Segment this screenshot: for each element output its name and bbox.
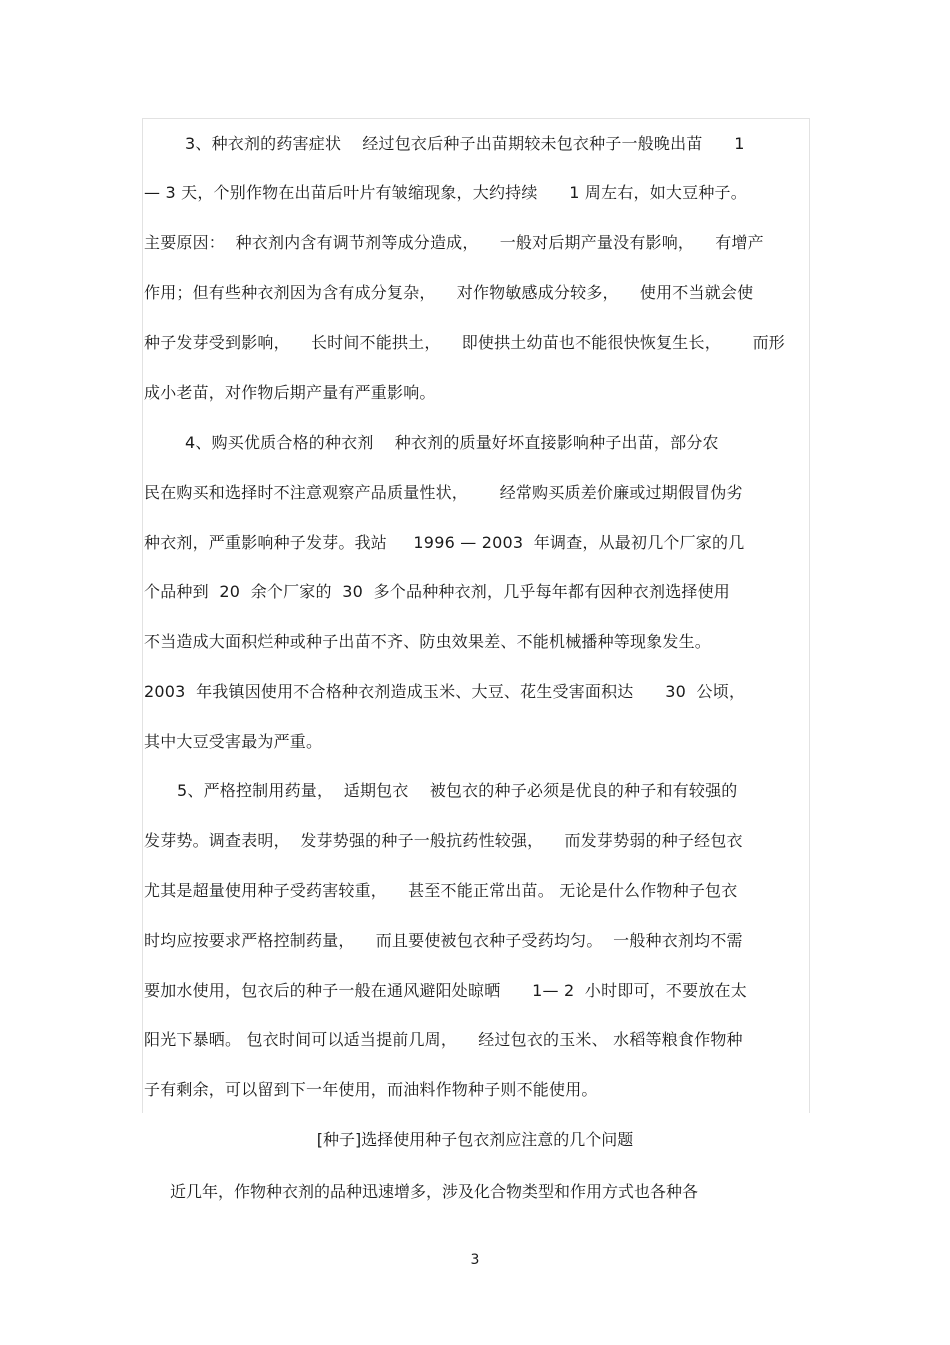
- text-line: 种子发芽受到影响， 长时间不能拱土， 即使拱土幼苗也不能很快恢复生长， 而形: [144, 333, 786, 352]
- text-line: 不当造成大面积烂种或种子出苗不齐、防虫效果差、不能机械播种等现象发生。: [144, 632, 712, 651]
- text-line: 民在购买和选择时不注意观察产品质量性状， 经常购买质差价廉或过期假冒伪劣: [144, 483, 743, 502]
- text-line: 其中大豆受害最为严重。: [144, 732, 323, 751]
- text-line: 5、严格控制用药量， 适期包衣 被包衣的种子必须是优良的种子和有较强的: [177, 781, 738, 800]
- text-line: 作用；但有些种衣剂因为含有成分复杂， 对作物敏感成分较多， 使用不当就会使: [144, 283, 754, 302]
- text-line: 发芽势。调查表明， 发芽势强的种子一般抗药性较强， 而发芽势弱的种子经包衣: [144, 831, 743, 850]
- text-line: 要加水使用，包衣后的种子一般在通风避阳处晾晒 1— 2 小时即可，不要放在太: [144, 981, 747, 1000]
- text-line: 子有剩余，可以留到下一年使用，而油料作物种子则不能使用。: [144, 1080, 598, 1099]
- text-line: 主要原因： 种衣剂内含有调节剂等成分造成， 一般对后期产量没有影响， 有增产: [144, 233, 764, 252]
- section-heading: [种子]选择使用种子包衣剂应注意的几个问题: [316, 1130, 634, 1149]
- text-line: 时均应按要求严格控制药量， 而且要使被包衣种子受药均匀。 一般种衣剂均不需: [144, 931, 743, 950]
- lead-paragraph: 近几年，作物种衣剂的品种迅速增多，涉及化合物类型和作用方式也各种各: [170, 1182, 699, 1201]
- text-line: 2003 年我镇因使用不合格种衣剂造成玉米、大豆、花生受害面积达 30 公顷，: [144, 682, 746, 701]
- text-line: 个品种到 20 余个厂家的 30 多个品种种衣剂，几乎每年都有因种衣剂选择使用: [144, 582, 731, 601]
- text-line: — 3 天，个别作物在出苗后叶片有皱缩现象，大约持续 1 周左右，如大豆种子。: [144, 183, 747, 202]
- content-frame: [142, 118, 810, 1113]
- text-line: 尤其是超量使用种子受药害较重， 甚至不能正常出苗。 无论是什么作物种子包衣: [144, 881, 738, 900]
- text-line: 成小老苗，对作物后期产量有严重影响。: [144, 383, 436, 402]
- text-line: 种衣剂，严重影响种子发芽。我站 1996 — 2003 年调查，从最初几个厂家的几: [144, 533, 745, 552]
- text-line: 4、购买优质合格的种衣剂 种衣剂的质量好坏直接影响种子出苗，部分农: [185, 433, 719, 452]
- text-line: 阳光下暴晒。 包衣时间可以适当提前几周， 经过包衣的玉米、 水稻等粮食作物种: [144, 1030, 743, 1049]
- text-line: 3、种衣剂的药害症状 经过包衣后种子出苗期较未包衣种子一般晚出苗 1: [185, 134, 745, 153]
- page-number: 3: [470, 1252, 480, 1268]
